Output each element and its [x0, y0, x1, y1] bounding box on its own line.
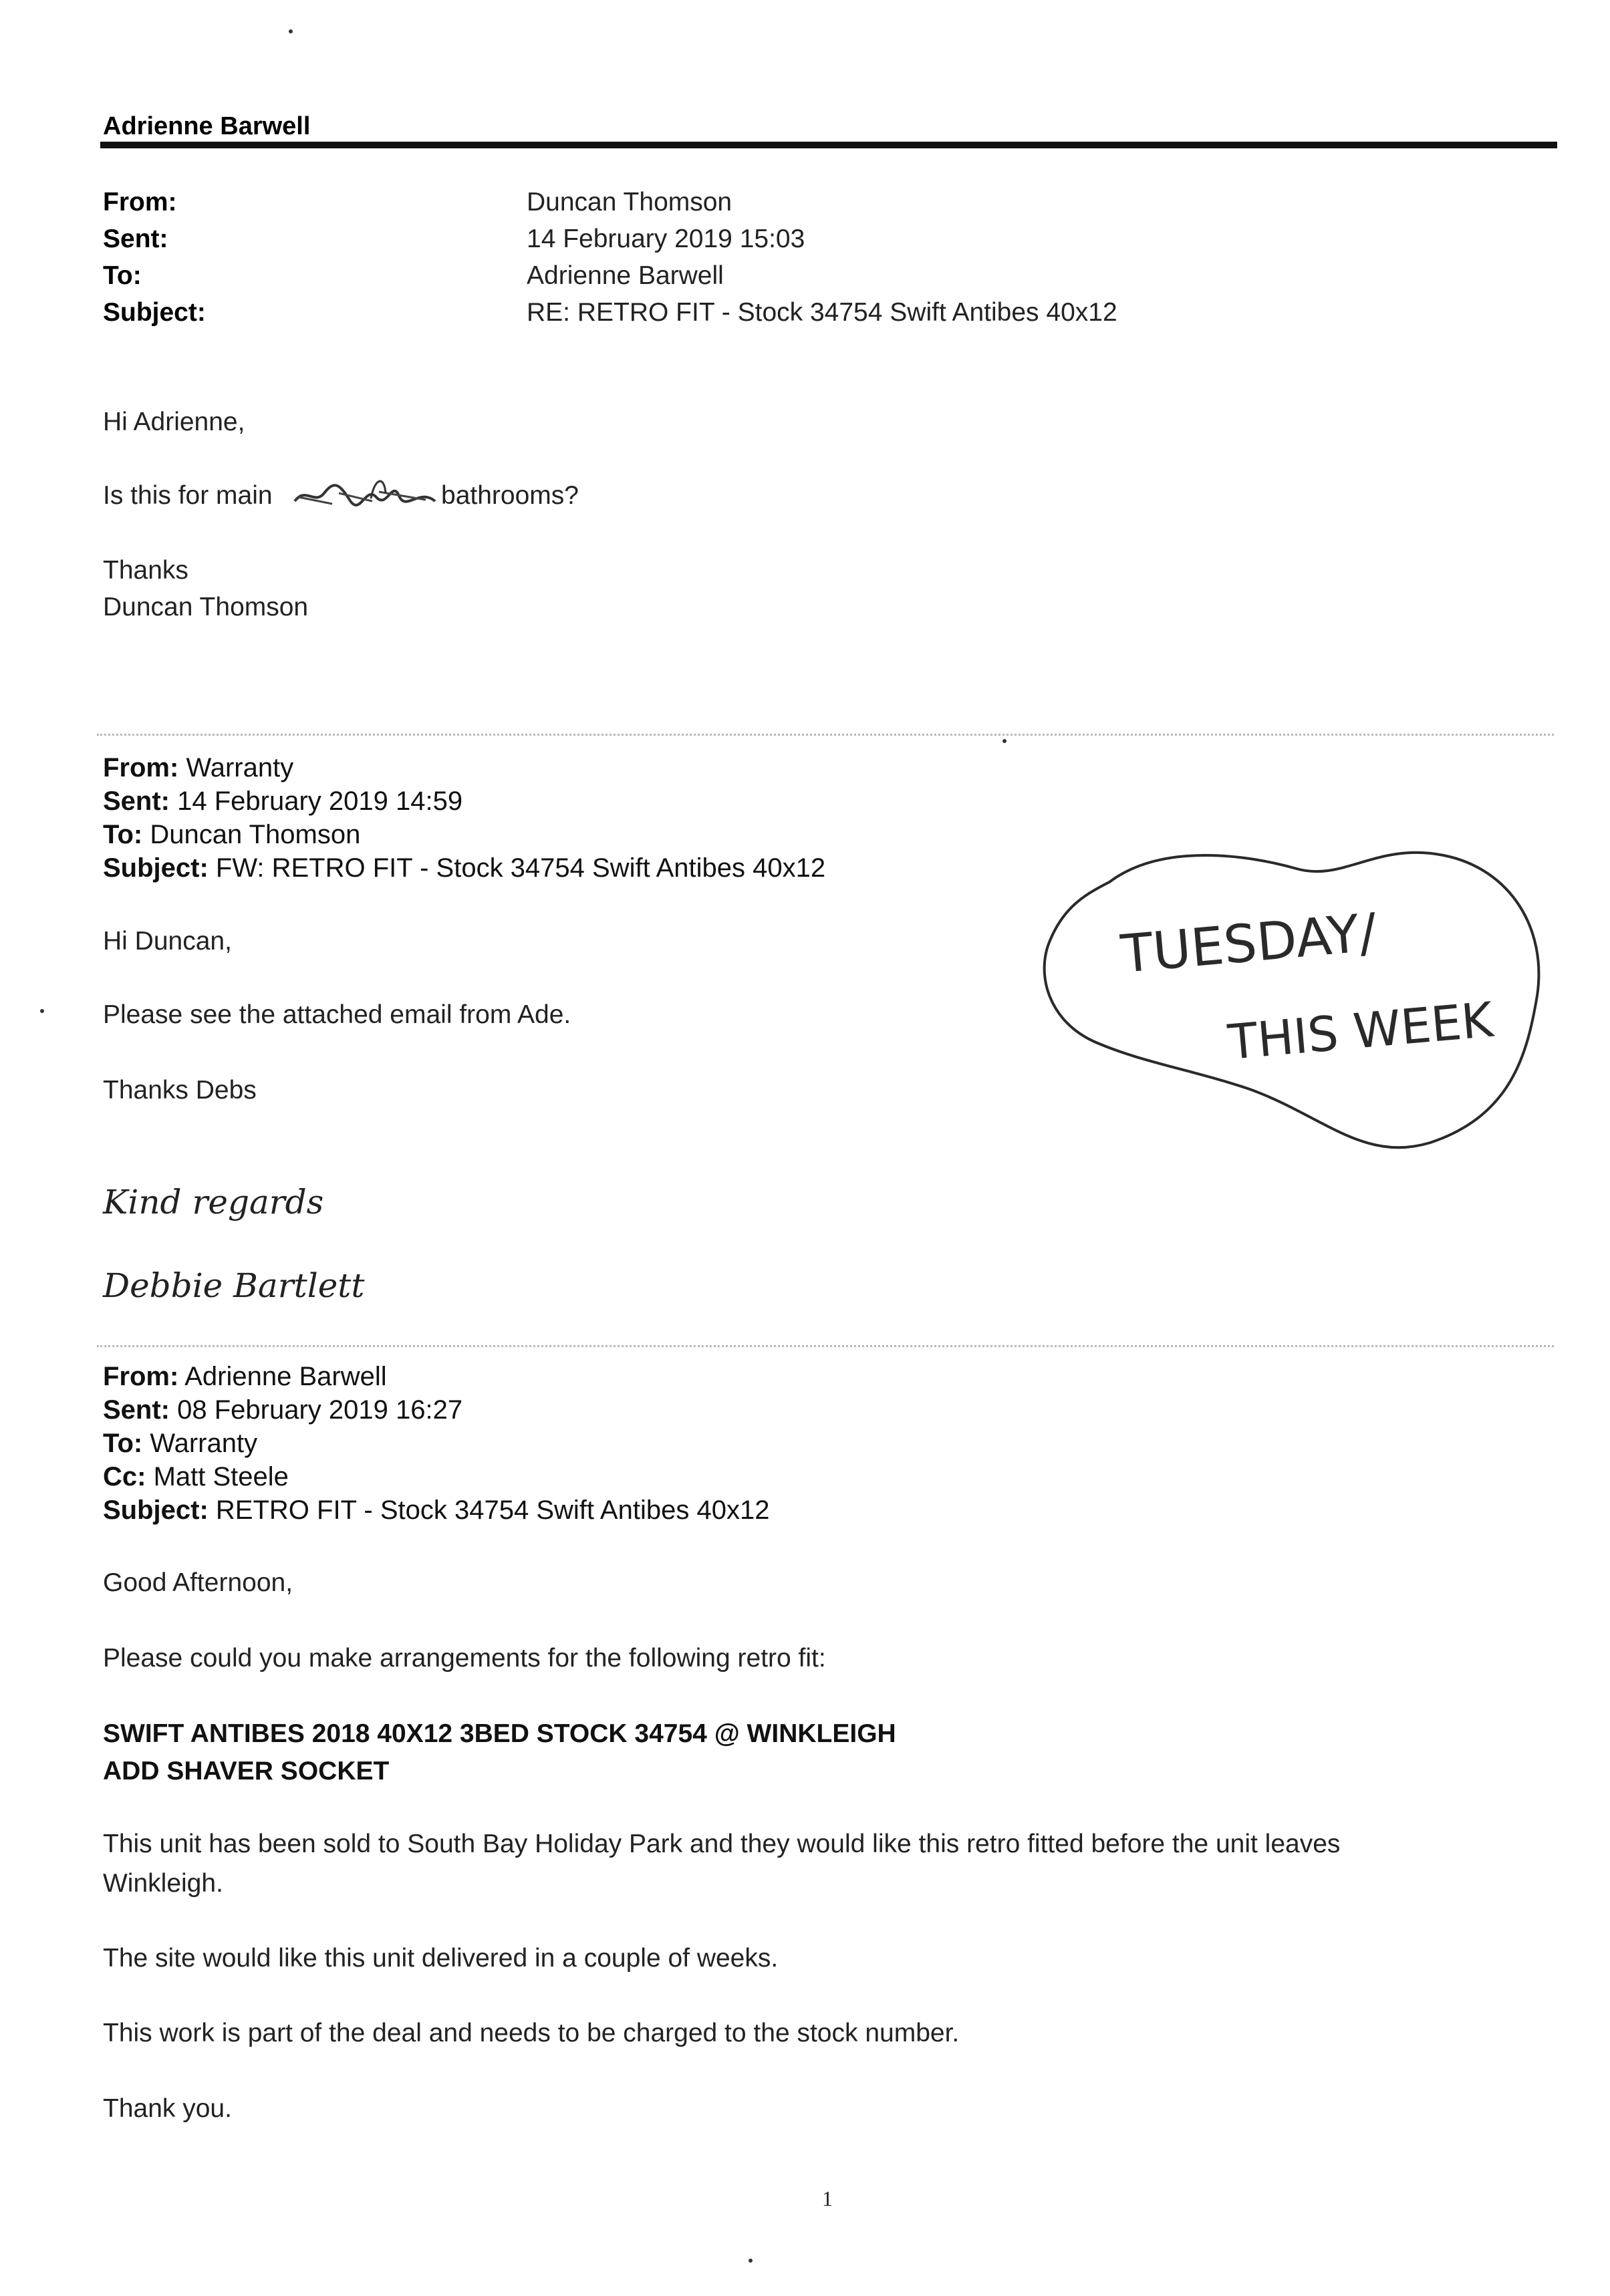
email2-sent-label: Sent: [103, 786, 170, 816]
email3-item-line2: ADD SHAVER SOCKET [103, 1757, 390, 1785]
header-rule [100, 142, 1557, 148]
email1-signature: Duncan Thomson [103, 593, 309, 621]
email3-to-label: To: [103, 1429, 143, 1458]
email2-body: Please see the attached email from Ade. [103, 1000, 571, 1029]
email2-subject-value: FW: RETRO FIT - Stock 34754 Swift Antibes 40x12 [215, 853, 826, 883]
email3-subject-label: Subject: [103, 1495, 209, 1525]
mailbox-owner-name: Adrienne Barwell [103, 112, 311, 140]
email1-question-start: Is this for main [103, 481, 273, 510]
email2-greeting: Hi Duncan, [103, 927, 232, 956]
message-separator-2 [97, 1345, 1554, 1347]
email2-to-line [103, 820, 360, 850]
email1-to-value: Adrienne Barwell [527, 261, 724, 290]
email1-subject-value: RE: RETRO FIT - Stock 34754 Swift Antibes 40x12 [527, 298, 1117, 327]
message-separator-1 [97, 734, 1554, 736]
email3-subject-line [103, 1495, 769, 1526]
scan-speck [1002, 739, 1007, 743]
email3-from-label: From: [103, 1362, 179, 1391]
email3-to-line [103, 1429, 257, 1459]
page-number: 1 [822, 2186, 833, 2210]
email3-request: Please could you make arrangements for the following retro fit: [103, 1644, 826, 1673]
handwritten-note-line2: THIS WEEK [1226, 991, 1496, 1070]
email1-thanks: Thanks [103, 556, 188, 585]
email3-thanks: Thank you. [103, 2094, 232, 2123]
email2-from-label: From: [103, 753, 179, 782]
email2-to-label: To: [103, 820, 143, 849]
email3-cc-line [103, 1462, 289, 1492]
email2-sent-line [103, 786, 462, 817]
email3-cc-label: Cc: [103, 1462, 146, 1491]
email3-from-line [103, 1362, 387, 1392]
email3-subject-value: RETRO FIT - Stock 34754 Swift Antibes 40x12 [215, 1495, 770, 1525]
scan-speck [289, 29, 293, 33]
email1-sent-label: Sent: [103, 225, 168, 253]
email3-sent-line [103, 1395, 462, 1425]
email3-from-value: Adrienne Barwell [184, 1362, 387, 1391]
email1-subject-label: Subject: [103, 298, 206, 327]
handwritten-note-line1: TUESDAY/ [1118, 902, 1379, 985]
email3-to-value: Warranty [150, 1429, 258, 1458]
email2-from-line [103, 753, 293, 783]
email1-sent-value: 14 February 2019 15:03 [527, 225, 805, 253]
email3-para2: The site would like this unit delivered in a couple of weeks. [103, 1944, 779, 1973]
email3-item-line1: SWIFT ANTIBES 2018 40X12 3BED STOCK 34754 @ WINKLEIGH [103, 1719, 896, 1748]
email1-to-label: To: [103, 261, 142, 290]
email1-from-value: Duncan Thomson [527, 188, 732, 217]
email3-cc-value: Matt Steele [153, 1462, 289, 1491]
email2-from-value: Warranty [186, 753, 294, 782]
email1-from-label: From: [103, 188, 177, 217]
email3-para3: This work is part of the deal and needs to be charged to the stock number. [103, 2019, 960, 2047]
email2-thanks: Thanks Debs [103, 1076, 257, 1105]
email3-greeting: Good Afternoon, [103, 1568, 293, 1597]
email2-signature: Debbie Bartlett [103, 1266, 365, 1305]
email1-greeting: Hi Adrienne, [103, 408, 245, 436]
email2-subject-line [103, 853, 825, 883]
email3-sent-label: Sent: [103, 1395, 170, 1425]
email3-sent-value: 08 February 2019 16:27 [177, 1395, 463, 1425]
handwritten-note-cloud [1029, 829, 1551, 1163]
email2-closing: Kind regards [103, 1183, 324, 1222]
email1-question-end: bathrooms? [441, 481, 579, 510]
scan-speck [40, 1009, 44, 1013]
email3-para1-line2: Winkleigh. [103, 1869, 223, 1898]
email2-to-value: Duncan Thomson [150, 820, 361, 849]
crossed-out-text-scribble [292, 473, 439, 513]
email3-para1-line1: This unit has been sold to South Bay Holiday Park and they would like this retro fitted before the unit leaves [103, 1830, 1341, 1858]
scan-speck [749, 2259, 753, 2263]
email2-subject-label: Subject: [103, 853, 209, 883]
email2-sent-value: 14 February 2019 14:59 [177, 786, 463, 816]
